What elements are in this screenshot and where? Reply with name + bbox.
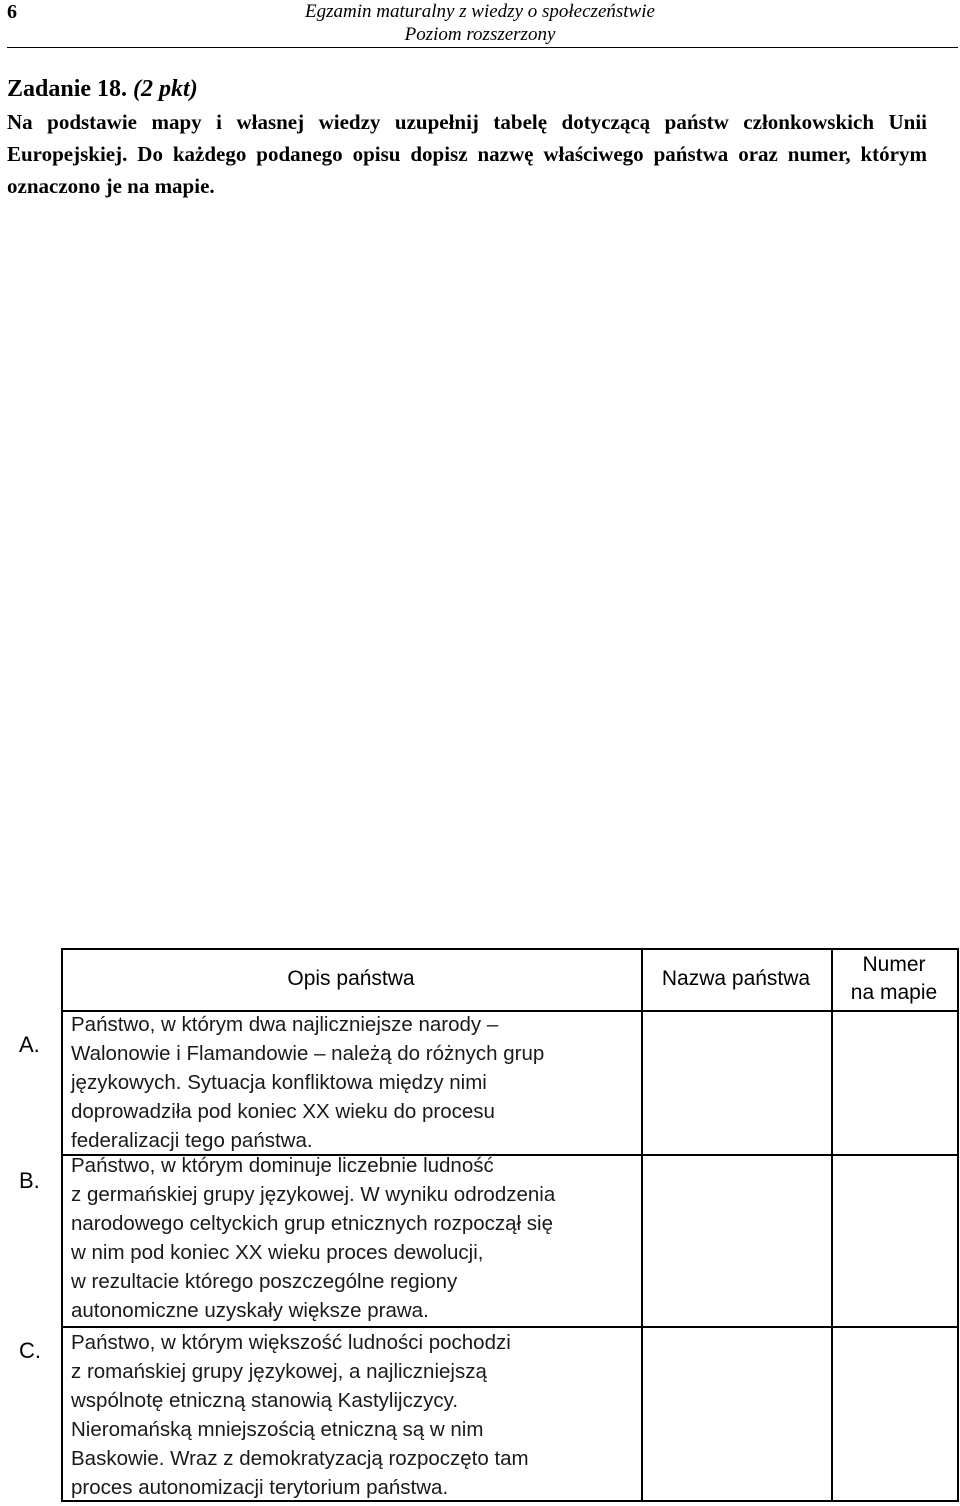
- task-points: (2 pkt): [133, 76, 198, 102]
- answer-table: [7, 948, 957, 1502]
- exam-level: Poziom rozszerzony: [404, 24, 556, 45]
- page-number: 6: [7, 1, 17, 23]
- row-c-line: wspólnotę etniczną stanowią Kastylijczycy.: [71, 1389, 459, 1412]
- row-c-line: proces autonomizacji terytorium państwa.: [71, 1476, 449, 1499]
- row-c-line: Państwo, w którym większość ludności pochodzi: [71, 1331, 511, 1354]
- row-a-line: językowych. Sytuacja konfliktowa między nimi: [71, 1071, 487, 1094]
- table-border-right: [957, 948, 959, 1502]
- header-map-number: [831, 948, 957, 1010]
- task-block: [7, 72, 927, 202]
- row-a-line: federalizacji tego państwa.: [71, 1129, 313, 1152]
- task-title: [7, 72, 927, 106]
- header-description: Opis państwa: [287, 967, 415, 990]
- row-b-line: Państwo, w którym dominuje liczebnie ludność: [71, 1154, 494, 1177]
- page-header: [0, 0, 960, 48]
- row-b-line: w rezultacie którego poszczególne regiony: [71, 1270, 458, 1293]
- row-b-line: narodowego celtyckich grup etnicznych rozpoczął się: [71, 1212, 554, 1235]
- task-number: Zadanie 18.: [7, 76, 128, 102]
- table-grid: [61, 948, 959, 1502]
- header-country-name: Nazwa państwa: [661, 967, 811, 990]
- row-c-line: Nieromańską mniejszością etniczną są w nim: [71, 1418, 484, 1441]
- table-divider-1: [641, 948, 643, 1502]
- row-a-line: Państwo, w którym dwa najliczniejsze narody –: [71, 1013, 499, 1036]
- row-a-description: [71, 1010, 641, 1155]
- map-area: [7, 200, 947, 940]
- row-a-line: Walonowie i Flamandowie – należą do różnych grup: [71, 1042, 545, 1065]
- row-letter-b: B.: [19, 1168, 40, 1193]
- row-b-line: w nim pod koniec XX wieku proces dewolucji,: [71, 1241, 484, 1264]
- row-c-description: [71, 1328, 641, 1502]
- row-b-line: z germańskiej grupy językowej. W wyniku odrodzenia: [71, 1183, 556, 1206]
- table-divider-2: [831, 948, 833, 1502]
- header-divider: [7, 47, 958, 48]
- exam-title: Egzamin maturalny z wiedzy o społeczeństwie: [305, 1, 655, 22]
- row-c-line: z romańskiej grupy językowej, a najliczniejszą: [71, 1360, 487, 1383]
- table-border-left: [61, 948, 63, 1502]
- row-a-line: doprowadziła pod koniec XX wieku do procesu: [71, 1100, 495, 1123]
- task-instruction: Na podstawie mapy i własnej wiedzy uzupełnij tabelę dotyczącą państw członkowskich Unii Europejskiej. Do każdego podanego opisu dopisz nazwę właściwego państwa oraz numer, którym oznaczono je na mapie.: [7, 110, 927, 198]
- row-c-line: Baskowie. Wraz z demokratyzacją rozpoczęto tam: [71, 1447, 529, 1470]
- header-map-number-line2: na mapie: [850, 981, 938, 1004]
- row-b-description: [71, 1151, 641, 1325]
- row-letter-c: C.: [19, 1338, 41, 1363]
- row-b-line: autonomiczne uzyskały większe prawa.: [71, 1299, 429, 1322]
- header-map-number-line1: Numer: [862, 953, 926, 976]
- row-letter-a: A.: [19, 1032, 40, 1057]
